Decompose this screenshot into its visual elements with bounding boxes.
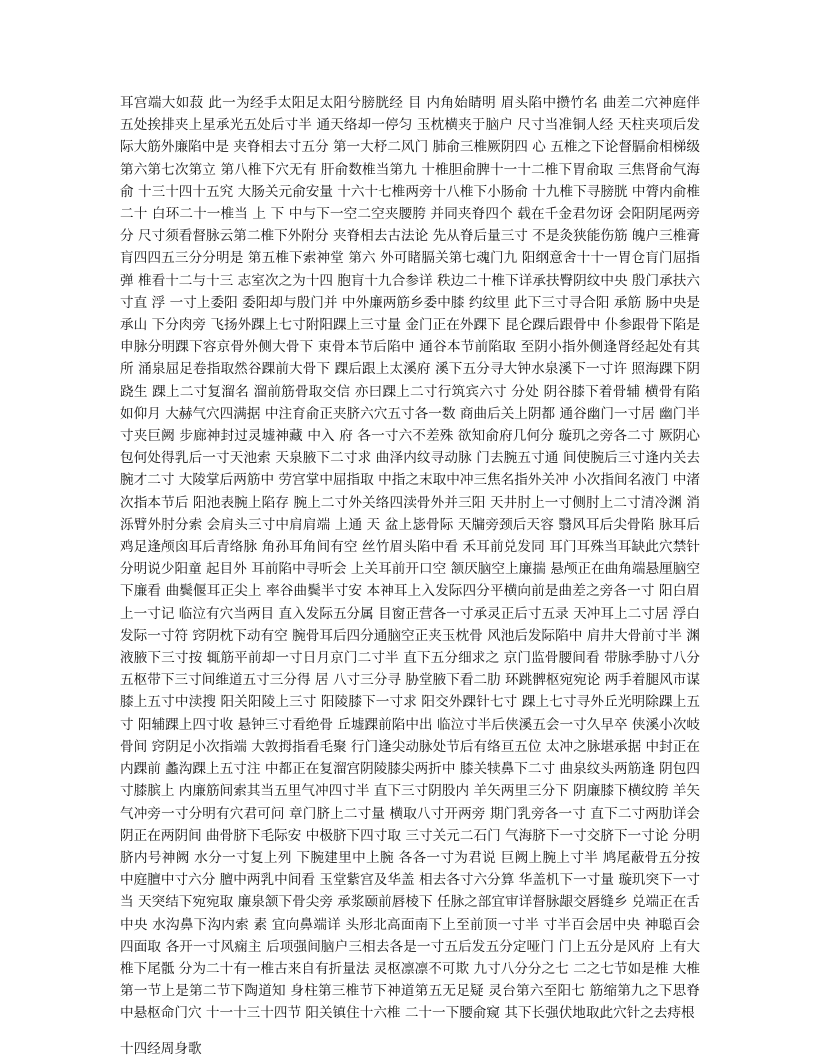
document-page bbox=[120, 92, 700, 1060]
section-heading: 十四经周身歌 bbox=[120, 1040, 202, 1057]
body-paragraph: 耳宫端大如菽 此一为经手太阳足太阳兮膀胱经 目 内角始睛明 眉头陷中攒竹名 曲差二穴神庭伴 五处挨排夹上星承光五处后寸半 通天络却一停匀 玉枕横夹于脑户 尺寸当准铜人经 天柱夹项后发际大筋外廉陷中是 夹脊相去寸五分 第一大杼二风门 肺俞三椎厥阴四 心 五椎之下论督膈俞相梯级 第六第七次第立 第八椎下穴无有 肝俞数椎当第九 十椎胆俞脾十一十二椎下胃俞取 三焦肾俞气海俞 十三十四十五究 大肠关元俞安量 十六十七椎两旁十八椎下小肠俞 十九椎下寻膀胱 中膂内俞椎二十 白环二十一椎当 上 下 中与下一空二空夹腰胯 并同夹脊四个 载在千金君勿讶 会阳阴尾两旁分 尺寸须看督脉云第二椎下外附分 夹脊相去古法论 先从脊后量三寸 不是灸狭能伤筋 魄户三椎膏肓四四五三分分明是 第五椎下索神堂 第六 外可睹膈关第七魂门九 阳纲意舍十十一胃仓肓门屈指弹 椎看十二与十三 志室次之为十四 胞肓十九合参详 秩边二十椎下详承扶臀阴纹中央 殷门承扶六寸直 浮 一寸上委阳 委阳却与殷门并 中外廉两筋乡委中膝 约纹里 此下三寸寻合阳 承筋 肠中央是 承山 下分肉旁 飞扬外踝上七寸附阳踝上三寸量 金门正在外踝下 昆仑踝后跟骨中 仆参跟骨下陷是 申脉分明踝下容京骨外侧大骨下 束骨本节后陷中 通谷本节前陷取 至阴小指外侧逢肾经起处有其所 涌泉屈足卷指取然谷踝前大骨下 踝后跟上太溪府 溪下五分寻大钟水泉溪下一寸许 照海踝下阴跷生 踝上二寸复溜名 溜前筋骨取交信 亦曰踝上二寸行筑宾六寸 分处 阴谷膝下着骨辅 横骨有陷如仰月 大赫气穴四满据 中注育俞正夹脐六穴五寸各一数 商曲后关上阴都 通谷幽门一寸居 幽门半寸夹巨阙 步廊神封过灵墟神藏 中入 府 各一寸六不差殊 欲知俞府几何分 璇玑之旁各二寸 厥阴心包何处得乳后一寸天池索 天泉腋下二寸求 曲泽内纹寻动脉 门去腕五寸通 间使腕后三寸逢内关去腕才二寸 大陵掌后两筋中 劳宫掌中屈指取 中指之末取中冲三焦名指外关冲 小次指间名液门 中渚次指本节后 阳池表腕上陷存 腕上二寸外关络四渎骨外并三阳 天井肘上一寸侧肘上二寸清冷渊 消泺臂外肘分索 会肩头三寸中肩肩端 上通 天 盆上毖骨际 天牖旁颈后天容 翳风耳后尖骨陷 脉耳后鸡足逢颅囟耳后青络脉 角孙耳角间有空 丝竹眉头陷中看 禾耳前兑发同 耳门耳殊当耳缺此穴禁针分明说少阳童 起目外 耳前陷中寻听会 上关耳前开口空 颔厌脑空上廉揣 悬颅正在曲角端悬厘脑空下廉看 曲鬓偃耳正尖上 率谷曲鬓半寸安 本神耳上入发际四分平横向前是曲差之旁各一寸 阳白眉上一寸记 临泣有穴当两目 直入发际五分属 目窗正营各一寸承灵正后寸五录 天冲耳上二寸居 浮白发际一寸符 窍阴枕下动有空 腕骨耳后四分通脑空正夹玉枕骨 风池后发际陷中 肩井大骨前寸半 渊液腋下三寸按 辄筋平前却一寸日月京门二寸半 直下五分细求之 京门监骨腰间看 带脉季胁寸八分 五枢带下三寸间维道五寸三分得 居 八寸三分寻 胁堂腋下看二肋 环跳髀枢宛宛论 两手着腿风市谋膝上五寸中渎搜 阳关阳陵上三寸 阳陵膝下一寸求 阳交外踝针七寸 踝上七寸寻外丘光明除踝上五寸 阳辅踝上四寸收 悬钟三寸看绝骨 丘墟踝前陷中出 临泣寸半后侠溪五会一寸久早卒 侠溪小次岐骨间 窍阴足小次指端 大敦拇指看毛聚 行门逢尖动脉处节后有络亘五位 太冲之脉堪承据 中封正在内踝前 蠡沟踝上五寸注 中都正在复溜宫阴陵膝尖两折中 膝关犊鼻下二寸 曲泉纹头两筋逢 阴包四寸膝膑上 内廉筋间索其当五里气冲四寸半 直下三寸阴股内 羊矢两里三分下 阴廉膝下横纹胯 羊矢气冲旁一寸分明有穴君可问 章门脐上二寸量 横取八寸开两旁 期门乳旁各一寸 直下二寸两肋详会阴正在两阴间 曲骨脐下毛际安 中极脐下四寸取 三寸关元二石门 气海脐下一寸交脐下一寸论 分明脐内号神阙 水分一寸复上列 下腕建里中上腕 各各一寸为君说 巨阙上腕上寸半 鸠尾蔽骨五分按 中庭膻中寸六分 膻中两乳中间看 玉堂紫宫及华盖 相去各寸六分算 华盖机下一寸量 璇玑突下一寸当 天突结下宛宛取 廉泉颔下骨尖旁 承浆颐前唇棱下 任脉之部宜审详督脉龈交唇缝乡 兑端正在舌中央 水沟鼻下沟内索 素 宜向鼻端详 头形北高面南下上至前顶一寸半 寸半百会居中央 神聪百会四面取 各开一寸风痫主 后项强间脑户三相去各是一寸五后发五分定哑门 门上五分是风府 上有大椎下尾骶 分为二十有一椎古来自有折量法 灵枢凛凛不可欺 九寸八分分之七 二之七节如是椎 大椎第一节上是第二节下陶道知 身柱第三椎节下神道第五无足疑 灵台第六至阳七 筋缩第九之下思脊中悬枢命门穴 十一十三十四节 阳关镇住十六椎 二十一下腰俞窥 其下长强伏地取此穴针之去痔根 bbox=[120, 95, 700, 1022]
